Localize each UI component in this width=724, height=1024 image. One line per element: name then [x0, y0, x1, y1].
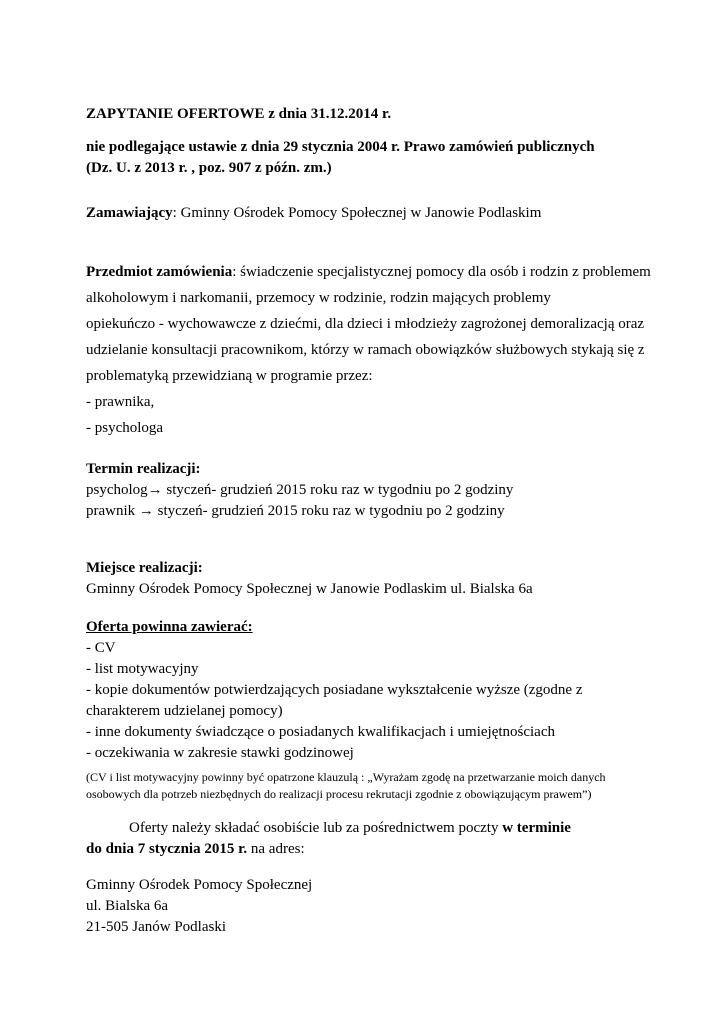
subject-line: alkoholowym i narkomanii, przemocy w rodzinie, rodzin mających problemy [86, 290, 551, 306]
title-text: ZAPYTANIE OFERTOWE z dnia 31.12.2014 r. [86, 106, 392, 122]
consent-note-line-2: osobowych dla potrzeb niezbędnych do realizacji procesu rekrutacji zgodnie z obowiązującym prawem”) [86, 787, 592, 801]
address-line: ul. Bialska 6a [86, 898, 169, 914]
place-value: Gminny Ośrodek Pomocy Społecznej w Janowie Podlaskim ul. Bialska 6a [86, 581, 533, 597]
legal-basis [86, 137, 686, 179]
subject-line: - psychologa [86, 420, 164, 436]
term-section [86, 459, 686, 522]
submission-address-intro: na adres: [247, 841, 305, 857]
term-line: prawnik → styczeń- grudzień 2015 roku raz w tygodniu po 2 godziny [86, 503, 505, 519]
consent-note-line-1: (CV i list motywacyjny powinny być opatrzone klauzulą : „Wyrażam zgodę na przetwarzanie moich danych [86, 770, 606, 784]
subject-label: Przedmiot zamówienia [86, 264, 233, 280]
term-heading: Termin realizacji: [86, 461, 201, 477]
subject-line: opiekuńczo - wychowawcze z dziećmi, dla dzieci i młodzieży zagrożonej demoralizacją oraz [86, 316, 645, 332]
legal-basis-line-1: nie podlegające ustawie z dnia 29 stycznia 2004 r. Prawo zamówień publicznych [86, 139, 595, 155]
submission-deadline-label: w terminie [502, 820, 571, 836]
ordering-party-label: Zamawiający [86, 205, 173, 221]
submission-text: Oferty należy składać osobiście lub za pośrednictwem poczty [129, 820, 503, 836]
ordering-party-value: : Gminny Ośrodek Pomocy Społecznej w Janowie Podlaskim [172, 205, 542, 221]
offer-item: - kopie dokumentów potwierdzających posiadane wykształcenie wyższe (zgodne z [86, 682, 583, 698]
offer-heading: Oferta powinna zawierać: [86, 619, 253, 635]
subject-section [86, 259, 686, 441]
offer-item: charakterem udzielanej pomocy) [86, 703, 283, 719]
subject-line: - prawnika, [86, 394, 155, 410]
address-line: Gminny Ośrodek Pomocy Społecznej [86, 877, 313, 893]
document-title [86, 104, 686, 125]
legal-basis-line-2: (Dz. U. z 2013 r. , poz. 907 z późn. zm.) [86, 160, 332, 176]
submission-section [86, 818, 686, 860]
offer-item: - inne dokumenty świadczące o posiadanych kwalifikacjach i umiejętnościach [86, 724, 555, 740]
offer-item: - CV [86, 640, 116, 656]
address-line: 21-505 Janów Podlaski [86, 919, 226, 935]
offer-item: - list motywacyjny [86, 661, 199, 677]
term-line: psycholog→ styczeń- grudzień 2015 roku raz w tygodniu po 2 godziny [86, 482, 514, 498]
address-block [86, 875, 686, 938]
subject-line: : świadczenie specjalistycznej pomocy dla osób i rodzin z problemem [232, 264, 651, 280]
place-heading: Miejsce realizacji: [86, 560, 203, 576]
offer-item: - oczekiwania w zakresie stawki godzinowej [86, 745, 354, 761]
offer-section [86, 617, 686, 764]
place-section [86, 558, 686, 600]
subject-line: udzielanie konsultacji pracownikom, którzy w ramach obowiązków służbowych stykają się z [86, 342, 645, 358]
submission-deadline-date: do dnia 7 stycznia 2015 r. [86, 841, 248, 857]
ordering-party [86, 203, 686, 224]
subject-line: problematyką przewidzianą w programie przez: [86, 368, 373, 384]
consent-note [86, 769, 686, 803]
